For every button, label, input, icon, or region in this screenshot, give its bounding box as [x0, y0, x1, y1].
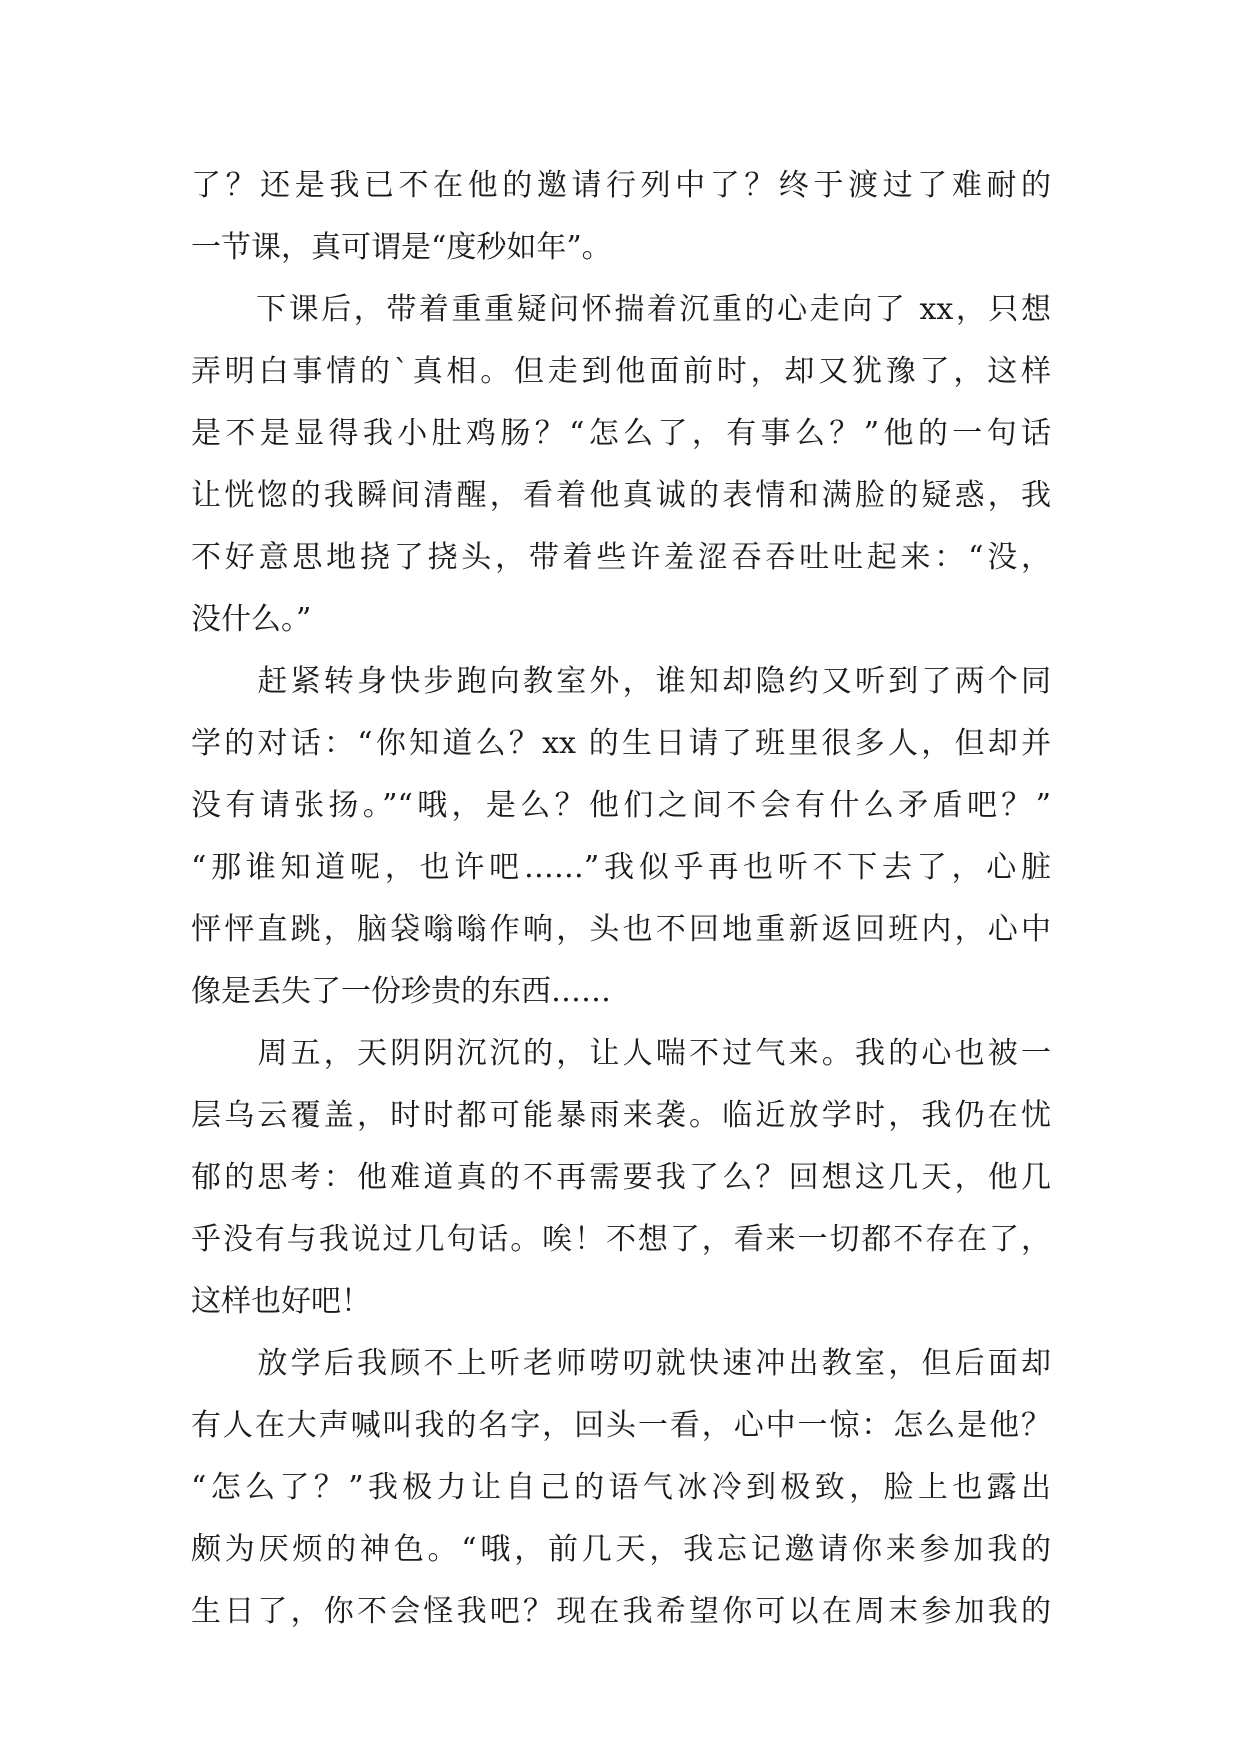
paragraph — [191, 279, 1051, 651]
paragraph — [191, 155, 1051, 279]
text-line: 放学后我顾不上听老师唠叨就快速冲出教室，但后面却 — [191, 1346, 1051, 1381]
text-line: 郁的思考：他难道真的不再需要我了么？回想这几天，他几 — [191, 1160, 1051, 1195]
text-line: 没什么。” — [191, 602, 312, 637]
text-line: 一节课，真可谓是“度秒如年”。 — [191, 230, 612, 265]
text-line: 弄明白事情的`真相。但走到他面前时，却又犹豫了，这样 — [191, 354, 1051, 389]
text-line: 怦怦直跳，脑袋嗡嗡作响，头也不回地重新返回班内，心中 — [191, 912, 1051, 947]
text-line: 下课后，带着重重疑问怀揣着沉重的心走向了 xx，只想 — [191, 292, 1051, 327]
text-line: 层乌云覆盖，时时都可能暴雨来袭。临近放学时，我仍在忧 — [191, 1098, 1051, 1133]
text-line: 了？还是我已不在他的邀请行列中了？终于渡过了难耐的 — [191, 168, 1051, 203]
text-line: 像是丢失了一份珍贵的东西…… — [191, 974, 611, 1009]
paragraph — [191, 1023, 1051, 1333]
text-line: 赶紧转身快步跑向教室外，谁知却隐约又听到了两个同 — [191, 664, 1051, 699]
text-line: 是不是显得我小肚鸡肠？“怎么了，有事么？”他的一句话 — [191, 416, 1051, 451]
text-line: “怎么了？”我极力让自己的语气冰冷到极致，脸上也露出 — [191, 1470, 1051, 1505]
paragraph — [191, 1333, 1051, 1643]
text-line: 颇为厌烦的神色。“哦，前几天，我忘记邀请你来参加我的 — [191, 1532, 1051, 1567]
text-line: 周五，天阴阴沉沉的，让人喘不过气来。我的心也被一 — [191, 1036, 1051, 1071]
text-line: 没有请张扬。”“哦，是么？他们之间不会有什么矛盾吧？” — [191, 788, 1051, 823]
text-line: 有人在大声喊叫我的名字，回头一看，心中一惊：怎么是他？ — [191, 1408, 1051, 1443]
text-line: 这样也好吧！ — [191, 1284, 371, 1319]
text-line: 生日了，你不会怪我吧？现在我希望你可以在周末参加我的 — [191, 1594, 1051, 1629]
text-line: 不好意思地挠了挠头，带着些许羞涩吞吞吐吐起来：“没， — [191, 540, 1051, 575]
document-body — [191, 155, 1051, 1643]
paragraph — [191, 651, 1051, 1023]
text-line: 让恍惚的我瞬间清醒，看着他真诚的表情和满脸的疑惑，我 — [191, 478, 1051, 513]
text-line: 乎没有与我说过几句话。唉！不想了，看来一切都不存在了， — [191, 1222, 1051, 1257]
text-line: 学的对话：“你知道么？xx 的生日请了班里很多人，但却并 — [191, 726, 1051, 761]
text-line: “那谁知道呢，也许吧……”我似乎再也听不下去了，心脏 — [191, 850, 1051, 885]
